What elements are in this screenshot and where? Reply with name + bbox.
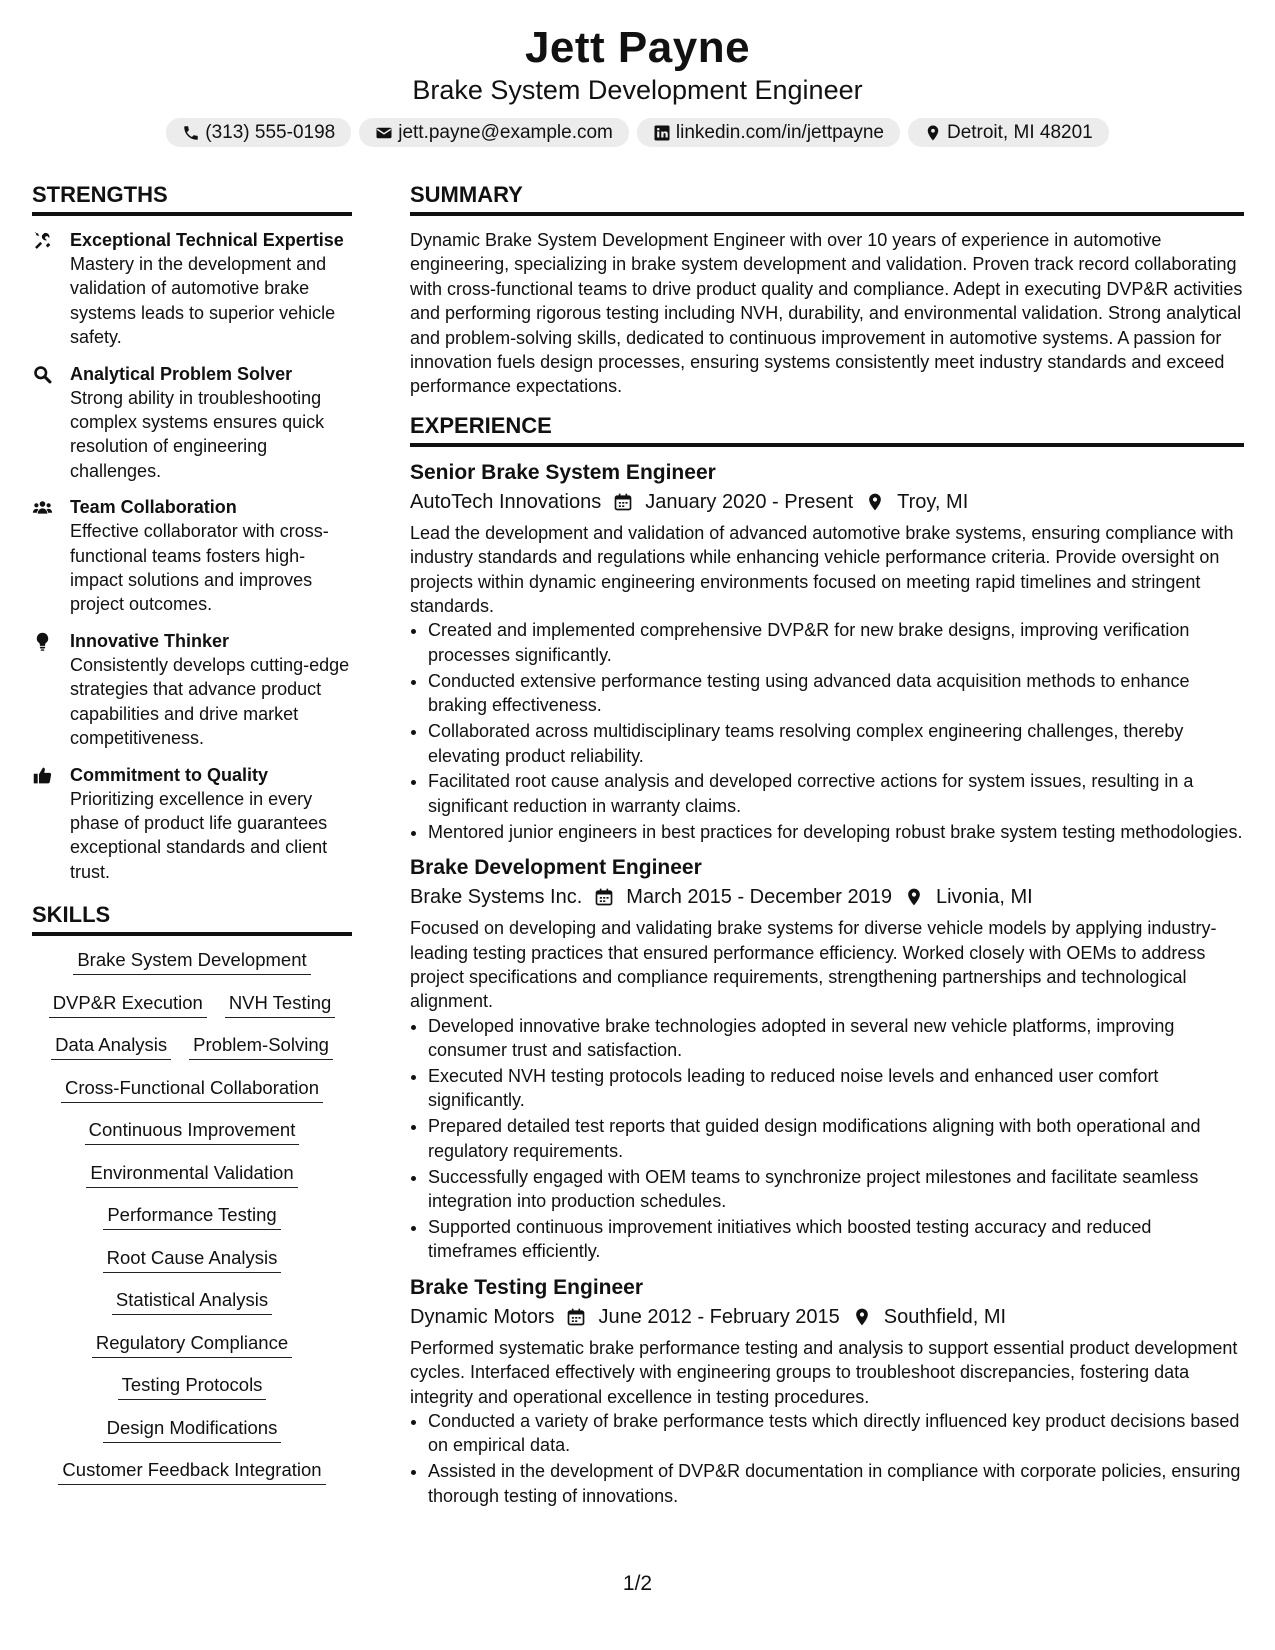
skill-tag: Environmental Validation xyxy=(86,1161,297,1188)
skill-tag: Customer Feedback Integration xyxy=(58,1458,325,1485)
skill-tag: DVP&R Execution xyxy=(49,991,207,1018)
contact-bar xyxy=(0,118,1275,147)
job-bullet: • Facilitated root cause analysis and developed corrective actions for system issues, resulting in a significant reduction in warranty claims. xyxy=(428,769,1244,818)
thumbs-up-icon xyxy=(32,765,53,786)
resume-header xyxy=(0,22,1275,147)
job-meta xyxy=(410,487,1244,517)
strength-description: Consistently develops cutting-edge strategies that advance product capabilities and drive market competitiveness. xyxy=(70,654,350,749)
strength-item xyxy=(32,763,352,885)
map-pin-icon xyxy=(904,887,924,907)
job-bullet: • Supported continuous improvement initiatives which boosted testing accuracy and reduced timeframes efficiently. xyxy=(428,1215,1244,1264)
job-description: Performed systematic brake performance testing and analysis to support essential product development cycles. Interfaced effectively with engineering groups to troubleshoot discrepancies, fostering data integrity and operational excellence in testing procedures. xyxy=(410,1337,1238,1407)
skill-tag: Regulatory Compliance xyxy=(92,1331,292,1358)
skill-tag: Cross-Functional Collaboration xyxy=(61,1076,323,1103)
contact-linkedin[interactable] xyxy=(637,118,900,147)
users-icon xyxy=(32,497,53,518)
job-bullet: • Developed innovative brake technologies adopted in several new vehicle platforms, improving consumer trust and satisfaction. xyxy=(428,1014,1244,1063)
envelope-icon xyxy=(375,124,393,142)
job-dates: March 2015 - December 2019 xyxy=(626,886,892,909)
job-description: Lead the development and validation of advanced automotive brake systems, ensuring compliance with industry standards and regulations while enhancing vehicle performance criteria. Provide oversight on projects within dynamic engineering environments focused on meeting rapid timelines and stringent standards. xyxy=(410,522,1234,617)
skills-list xyxy=(32,948,352,1485)
job-title: Brake Development Engineer xyxy=(410,856,702,880)
job-bullet: • Conducted a variety of brake performance tests which directly influenced key product decisions based on empirical data. xyxy=(428,1409,1244,1458)
experience-heading: EXPERIENCE xyxy=(410,413,1244,447)
strength-description: Effective collaborator with cross-functional teams fosters high-impact solutions and improves project outcomes. xyxy=(70,521,329,615)
job-meta xyxy=(410,1302,1244,1332)
skill-tag: NVH Testing xyxy=(225,991,335,1018)
job-description: Focused on developing and validating brake systems for diverse vehicle models by applying industry-leading testing practices that ensured performance efficiency. Worked closely with OEMs to address project specifications and compliance requirements, strengthening partnerships and technological alignment. xyxy=(410,918,1217,1012)
skill-tag: Problem-Solving xyxy=(189,1033,333,1060)
job-title: Brake Testing Engineer xyxy=(410,1275,644,1299)
contact-phone[interactable] xyxy=(166,118,351,147)
job-bullets xyxy=(410,1014,1244,1264)
phone-icon xyxy=(182,124,200,142)
job-bullets xyxy=(410,1409,1244,1508)
lightbulb-icon xyxy=(32,631,53,652)
map-pin-icon xyxy=(924,124,942,142)
page-number: 1/2 xyxy=(622,1572,653,1595)
map-pin-icon xyxy=(852,1307,872,1327)
candidate-title: Brake System Development Engineer xyxy=(412,75,863,105)
job-location: Livonia, MI xyxy=(935,886,1033,909)
job-meta xyxy=(410,882,1244,912)
strength-title: Innovative Thinker xyxy=(70,630,230,651)
job-entry xyxy=(410,1274,1244,1508)
calendar-icon xyxy=(566,1307,586,1327)
job-company: Dynamic Motors xyxy=(410,1305,555,1328)
contact-location-text: Detroit, MI 48201 xyxy=(946,122,1093,143)
strength-title: Exceptional Technical Expertise xyxy=(70,230,344,250)
skill-tag: Root Cause Analysis xyxy=(103,1246,282,1273)
job-bullet: • Prepared detailed test reports that guided design modifications aligning with both operational and regulatory requirements. xyxy=(428,1114,1244,1163)
map-pin-icon xyxy=(865,492,885,512)
job-bullets xyxy=(410,618,1244,844)
candidate-name: Jett Payne xyxy=(524,23,751,72)
strength-item xyxy=(32,495,352,617)
skill-tag: Testing Protocols xyxy=(118,1373,267,1400)
skill-tag: Brake System Development xyxy=(73,948,310,975)
skill-tag: Design Modifications xyxy=(103,1416,282,1443)
job-company: Brake Systems Inc. xyxy=(410,886,583,909)
job-entry xyxy=(410,459,1244,844)
job-bullet: • Successfully engaged with OEM teams to synchronize project milestones and facilitate seamless integration into production schedules. xyxy=(428,1165,1244,1214)
job-bullet: • Created and implemented comprehensive DVP&R for new brake designs, improving verification processes significantly. xyxy=(428,618,1244,667)
job-bullet: • Collaborated across multidisciplinary teams resolving complex engineering challenges, thereby elevating product reliability. xyxy=(428,719,1244,768)
contact-email[interactable] xyxy=(359,118,629,147)
summary-heading: SUMMARY xyxy=(410,182,1244,216)
job-dates: January 2020 - Present xyxy=(645,490,854,513)
strength-description: Strong ability in troubleshooting complex systems ensures quick resolution of engineering challenges. xyxy=(70,387,325,481)
strengths-heading: STRENGTHS xyxy=(32,182,352,216)
job-location: Troy, MI xyxy=(897,490,969,513)
search-icon xyxy=(32,364,53,385)
job-bullet: • Executed NVH testing protocols leading to reduced noise levels and enhanced user comfort significantly. xyxy=(428,1064,1244,1113)
job-entry xyxy=(410,854,1244,1264)
job-bullet: • Mentored junior engineers in best practices for developing robust brake system testing methodologies. xyxy=(428,820,1244,844)
calendar-icon xyxy=(594,887,614,907)
right-column xyxy=(410,182,1244,1518)
job-title: Senior Brake System Engineer xyxy=(410,460,716,484)
skill-tag: Continuous Improvement xyxy=(85,1118,300,1145)
skill-tag: Performance Testing xyxy=(103,1203,280,1230)
job-bullet: • Conducted extensive performance testing using advanced data acquisition methods to enhance braking effectiveness. xyxy=(428,669,1244,718)
strength-item xyxy=(32,362,352,484)
contact-phone-text: (313) 555-0198 xyxy=(205,122,336,143)
strength-description: Prioritizing excellence in every phase of product life guarantees exceptional standards and client trust. xyxy=(70,788,328,882)
linkedin-icon xyxy=(653,124,671,142)
strength-description: Mastery in the development and validation of automotive brake systems leads to superior vehicle safety. xyxy=(70,254,336,348)
summary-text: Dynamic Brake System Development Engineer with over 10 years of experience in automotive engineering, specializing in brake system development and validation. Proven track record collaborating with cross-functional teams to drive product quality and compliance. Adept in executing DVP&R activities and performing rigorous testing including NVH, durability, and environmental validation. Strong analytical and problem-solving skills, dedicated to continuous improvement in automotive systems. A passion for innovation fuels design processes, ensuring systems consistently meet industry standards and exceed performance expectations. xyxy=(410,230,1243,397)
strength-title: Commitment to Quality xyxy=(70,764,269,785)
job-dates: June 2012 - February 2015 xyxy=(598,1305,840,1328)
tools-icon xyxy=(32,230,53,251)
strength-item xyxy=(32,228,352,350)
skills-heading: SKILLS xyxy=(32,902,352,936)
left-column xyxy=(32,182,352,1501)
calendar-icon xyxy=(613,492,633,512)
job-bullet: • Assisted in the development of DVP&R documentation in compliance with corporate policies, ensuring thorough testing of innovations. xyxy=(428,1459,1244,1508)
strength-title: Analytical Problem Solver xyxy=(70,363,293,384)
job-company: AutoTech Innovations xyxy=(410,490,602,513)
job-location: Southfield, MI xyxy=(883,1305,1007,1328)
strength-title: Team Collaboration xyxy=(70,497,237,518)
strength-item xyxy=(32,629,352,751)
contact-linkedin-text: linkedin.com/in/jettpayne xyxy=(675,122,884,143)
contact-location xyxy=(908,118,1109,147)
skill-tag: Data Analysis xyxy=(51,1033,171,1060)
contact-email-text: jett.payne@example.com xyxy=(398,122,613,143)
skill-tag: Statistical Analysis xyxy=(112,1288,272,1315)
